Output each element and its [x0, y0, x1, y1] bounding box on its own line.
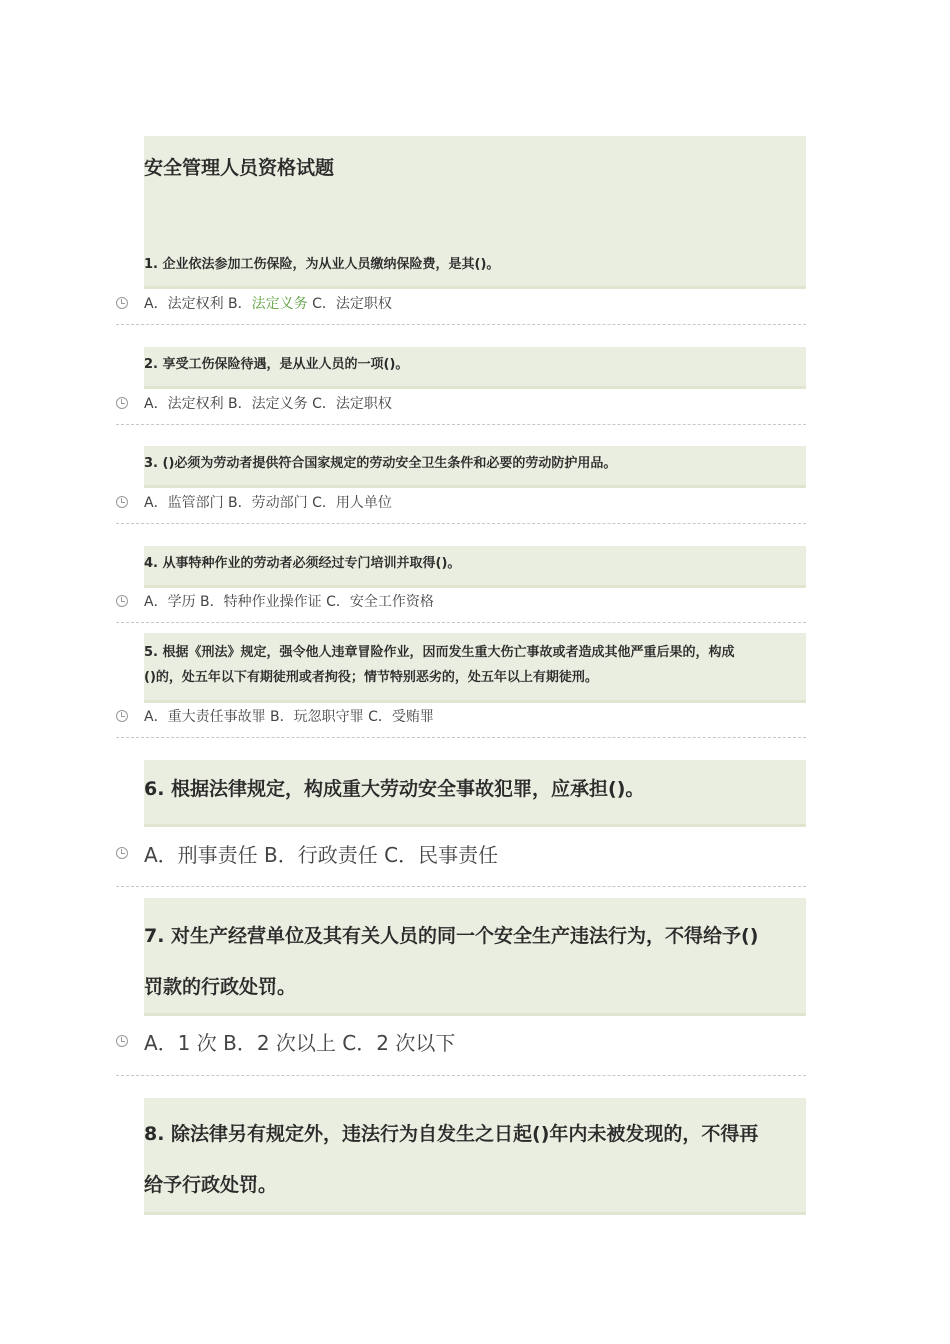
- question-8: [144, 1098, 806, 1215]
- answer-text: A．1 次 B．2 次以上 C．2 次以下: [144, 1030, 456, 1055]
- answer-text-start: A．法定权利 B．: [144, 296, 252, 312]
- question-4: [144, 546, 806, 588]
- question-text-line-2: 罚款的行政处罚。: [144, 976, 297, 998]
- answer-7: [116, 1026, 806, 1056]
- answer-text: A．监管部门 B．劳动部门 C．用人单位: [144, 495, 392, 511]
- question-text-line-2: ()的，处五年以下有期徒刑或者拘役；情节特别恶劣的，处五年以上有期徒刑。: [144, 670, 598, 685]
- divider: [116, 622, 806, 623]
- question-text: 6. 根据法律规定，构成重大劳动安全事故犯罪，应承担()。: [144, 778, 645, 800]
- answer-2: [116, 392, 806, 414]
- question-5: [144, 633, 806, 703]
- clock-icon: [116, 397, 128, 409]
- divider: [116, 523, 806, 524]
- answer-4: [116, 590, 806, 612]
- clock-icon: [116, 847, 128, 859]
- question-text: 1. 企业依法参加工伤保险，为从业人员缴纳保险费，是其()。: [144, 257, 500, 272]
- clock-icon: [116, 710, 128, 722]
- question-1: [144, 232, 806, 289]
- doc-title: 安全管理人员资格试题: [144, 136, 806, 232]
- answer-5: [116, 705, 806, 727]
- answer-text: A．重大责任事故罪 B．玩忽职守罪 C．受贿罪: [144, 709, 434, 725]
- question-text: 4. 从事特种作业的劳动者必须经过专门培训并取得()。: [144, 556, 461, 571]
- answer-text: A．学历 B．特种作业操作证 C．安全工作资格: [144, 594, 434, 610]
- divider: [116, 737, 806, 738]
- divider: [116, 1075, 806, 1076]
- answer-text-end: C．法定职权: [307, 296, 392, 312]
- question-text: 3. ()必须为劳动者提供符合国家规定的劳动安全卫生条件和必要的劳动防护用品。: [144, 456, 617, 471]
- divider: [116, 324, 806, 325]
- divider: [116, 424, 806, 425]
- answer-text: A．法定权利 B．法定义务 C．法定职权: [144, 396, 392, 412]
- answer-3: [116, 491, 806, 513]
- question-6: [144, 760, 806, 827]
- clock-icon: [116, 595, 128, 607]
- clock-icon: [116, 1035, 128, 1047]
- question-3: [144, 446, 806, 488]
- answer-text: [144, 293, 392, 313]
- answer-text: A．刑事责任 B．行政责任 C．民事责任: [144, 842, 499, 867]
- question-7: [144, 898, 806, 1016]
- question-text: 2. 享受工伤保险待遇，是从业人员的一项()。: [144, 357, 409, 372]
- answer-6: [116, 838, 806, 868]
- clock-icon: [116, 297, 128, 309]
- question-text-line-1: 7. 对生产经营单位及其有关人员的同一个安全生产违法行为，不得给予(): [144, 925, 759, 947]
- answer-1: [116, 292, 806, 314]
- question-text-line-1: 5. 根据《刑法》规定，强令他人违章冒险作业，因而发生重大伤亡事故或者造成其他严重后果的，构成: [144, 645, 735, 660]
- clock-icon: [116, 496, 128, 508]
- highlighted-answer: 法定义务: [251, 296, 308, 312]
- question-text-line-2: 给予行政处罚。: [144, 1174, 278, 1196]
- question-text-line-1: 8. 除法律另有规定外，违法行为自发生之日起()年内未被发现的，不得再: [144, 1123, 759, 1145]
- divider: [116, 886, 806, 887]
- question-2: [144, 347, 806, 389]
